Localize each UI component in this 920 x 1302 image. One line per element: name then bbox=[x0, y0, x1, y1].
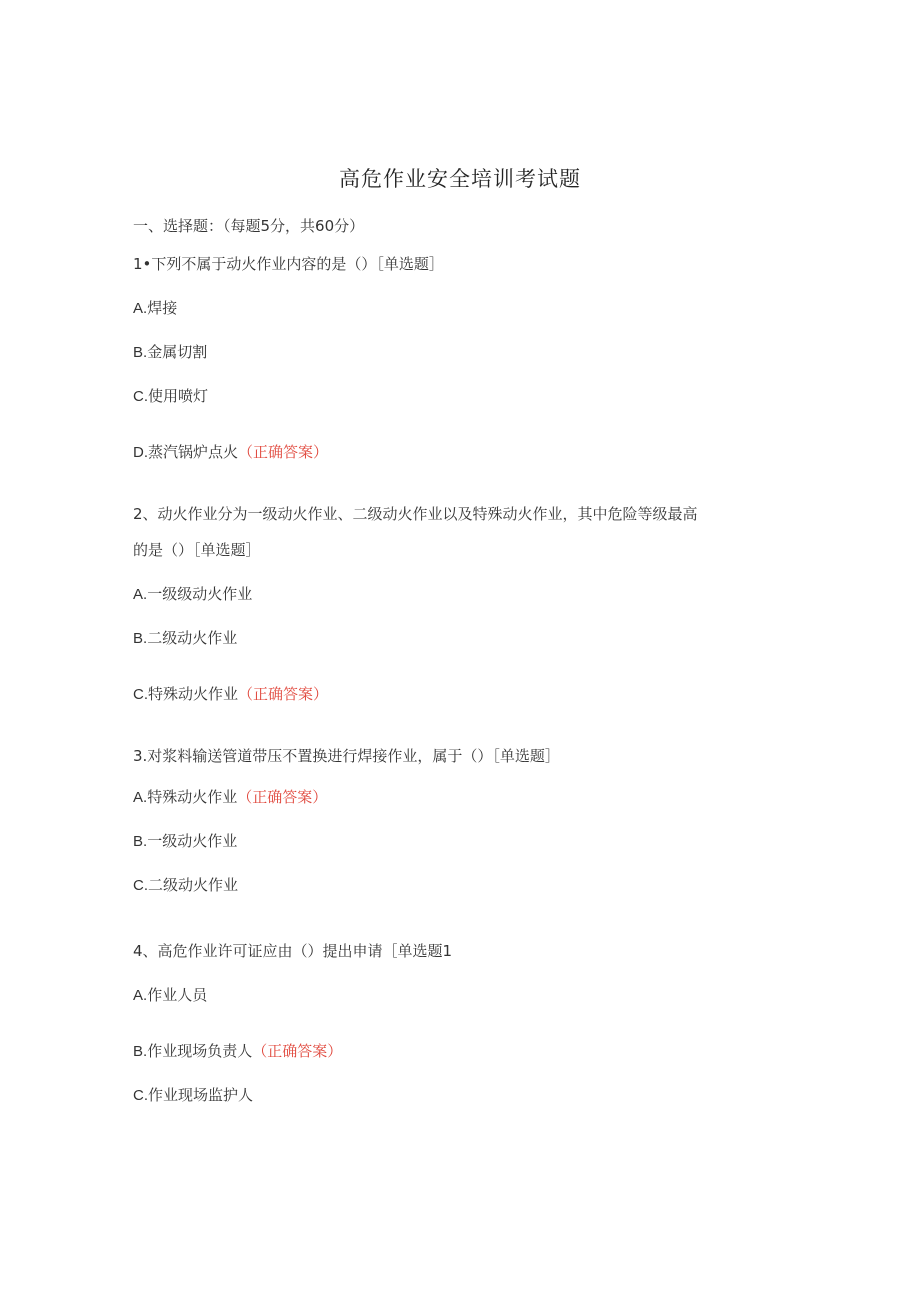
question-4-stem: 4、高危作业许可证应由（）提出申请［单选题1 bbox=[133, 942, 453, 960]
correct-answer-mark: （正确答案） bbox=[238, 685, 329, 703]
question-4-option-c bbox=[133, 1084, 253, 1105]
question-2-option-a bbox=[133, 583, 252, 604]
question-2-stem-line-1: 2、动火作业分为一级动火作业、二级动火作业以及特殊动火作业，其中危险等级最高 bbox=[133, 505, 698, 523]
option-text: 蒸汽锅炉点火 bbox=[148, 443, 239, 461]
option-letter: A. bbox=[133, 789, 148, 806]
question-2-option-b bbox=[133, 627, 237, 648]
option-letter: C. bbox=[133, 686, 148, 703]
option-text: 金属切割 bbox=[147, 343, 208, 361]
option-text: 二级动火作业 bbox=[148, 876, 239, 894]
question-2-stem-line-2: 的是（）［单选题］ bbox=[133, 541, 261, 559]
option-text: 特殊动火作业 bbox=[147, 788, 238, 806]
option-letter: C. bbox=[133, 1087, 148, 1104]
question-3-option-b bbox=[133, 830, 237, 851]
option-text: 焊接 bbox=[147, 299, 178, 317]
option-letter: B. bbox=[133, 833, 148, 850]
question-1-option-b bbox=[133, 341, 207, 362]
question-3-stem: 3.对浆料输送管道带压不置换进行焊接作业，属于（）［单选题］ bbox=[133, 747, 560, 765]
option-text: 使用喷灯 bbox=[148, 387, 209, 405]
option-text: 特殊动火作业 bbox=[148, 685, 239, 703]
question-4-option-b bbox=[133, 1040, 342, 1061]
option-letter: C. bbox=[133, 877, 148, 894]
page-title: 高危作业安全培训考试题 bbox=[339, 167, 581, 191]
option-letter: A. bbox=[133, 586, 148, 603]
option-letter: D. bbox=[133, 444, 148, 461]
option-text: 作业现场监护人 bbox=[148, 1086, 254, 1104]
option-letter: A. bbox=[133, 300, 148, 317]
question-3-option-a bbox=[133, 786, 327, 807]
option-letter: B. bbox=[133, 1043, 148, 1060]
question-1-option-c bbox=[133, 385, 208, 406]
option-letter: A. bbox=[133, 987, 148, 1004]
option-text: 一级动火作业 bbox=[147, 832, 238, 850]
option-text: 作业人员 bbox=[147, 986, 208, 1004]
option-letter: B. bbox=[133, 630, 148, 647]
correct-answer-mark: （正确答案） bbox=[237, 788, 328, 806]
section-heading: 一、选择题：（每题5分，共60分） bbox=[133, 217, 365, 235]
correct-answer-mark: （正确答案） bbox=[238, 443, 329, 461]
option-text: 二级动火作业 bbox=[147, 629, 238, 647]
question-4-option-a bbox=[133, 984, 207, 1005]
option-text: 一级级动火作业 bbox=[147, 585, 253, 603]
option-letter: C. bbox=[133, 388, 148, 405]
correct-answer-mark: （正确答案） bbox=[252, 1042, 343, 1060]
question-3-option-c bbox=[133, 874, 238, 895]
question-1-option-a bbox=[133, 297, 177, 318]
question-1-stem: 1•下列不属于动火作业内容的是（）［单选题］ bbox=[133, 255, 444, 273]
option-text: 作业现场负责人 bbox=[147, 1042, 253, 1060]
question-1-option-d bbox=[133, 441, 328, 462]
option-letter: B. bbox=[133, 344, 148, 361]
question-2-option-c bbox=[133, 683, 328, 704]
